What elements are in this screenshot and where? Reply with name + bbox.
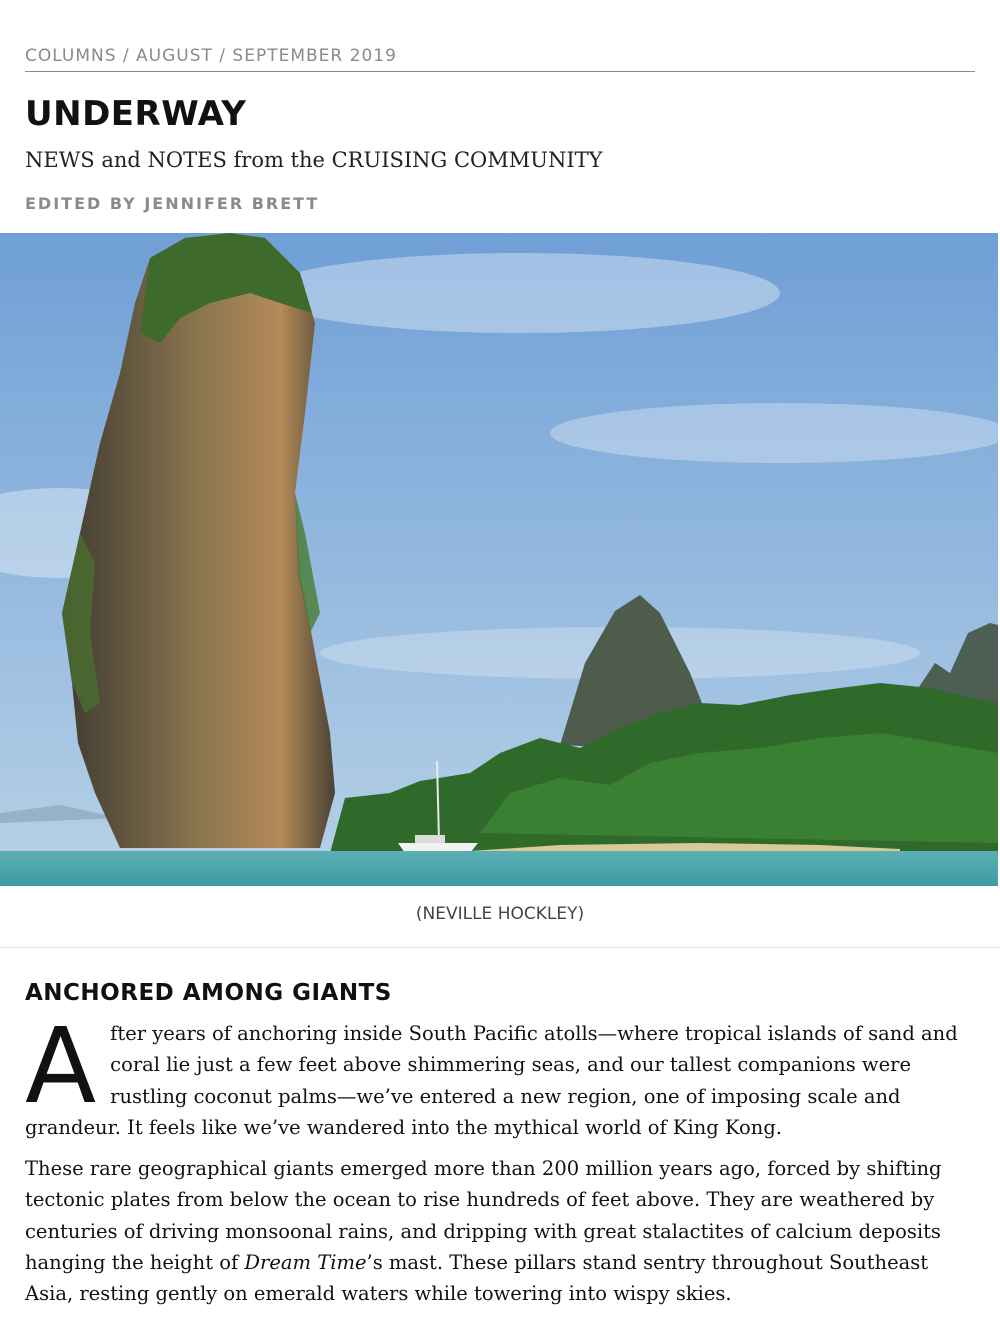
photo-caption: (NEVILLE HOCKLEY) [415, 904, 585, 924]
paragraph-2-text-a: These rare geographical giants emerged more than 200 million years ago, forced by shifting tectonic plates from below the ocean to rise hundreds of feet above. They are weathered by centuries of driving monsoonal rains, and dripping with great stalactites of calcium deposits hanging the height of [25, 1157, 942, 1275]
article-header [0, 0, 1000, 213]
paragraph-2-text-b: ’s mast. These pillars stand sentry throughout Southeast Asia, resting gently on emerald waters while towering into wispy skies. [25, 1251, 929, 1306]
water [0, 851, 998, 886]
paragraph-2 [25, 1153, 975, 1309]
divider [0, 947, 1000, 948]
article-body [25, 980, 975, 1320]
paragraph-1 [25, 1005, 975, 1143]
page-title: UNDERWAY [25, 94, 247, 134]
cloud [550, 403, 998, 463]
page-subtitle: NEWS and NOTES from the CRUISING COMMUNITY [25, 148, 603, 172]
hero-photo [0, 233, 998, 886]
paragraph-1-text: fter years of anchoring inside South Pacific atolls—where tropical islands of sand and coral lie just a few feet above shimmering seas, and our tallest companions were rustling coconut palms—we’ve entered a new region, one of imposing scale and grandeur. It feels like we’ve wandered into the mythical world of King Kong. [25, 1022, 958, 1139]
byline: EDITED BY JENNIFER BRETT [25, 194, 320, 213]
breadcrumb[interactable]: COLUMNS / AUGUST / SEPTEMBER 2019 [25, 46, 975, 72]
boat-name: Dream Time [244, 1251, 367, 1275]
section-title: ANCHORED AMONG GIANTS [25, 980, 392, 1006]
photo-illustration [0, 233, 998, 886]
cloud [260, 253, 780, 333]
sailboat-cabin [415, 835, 445, 843]
drop-cap: A [25, 1005, 97, 1127]
